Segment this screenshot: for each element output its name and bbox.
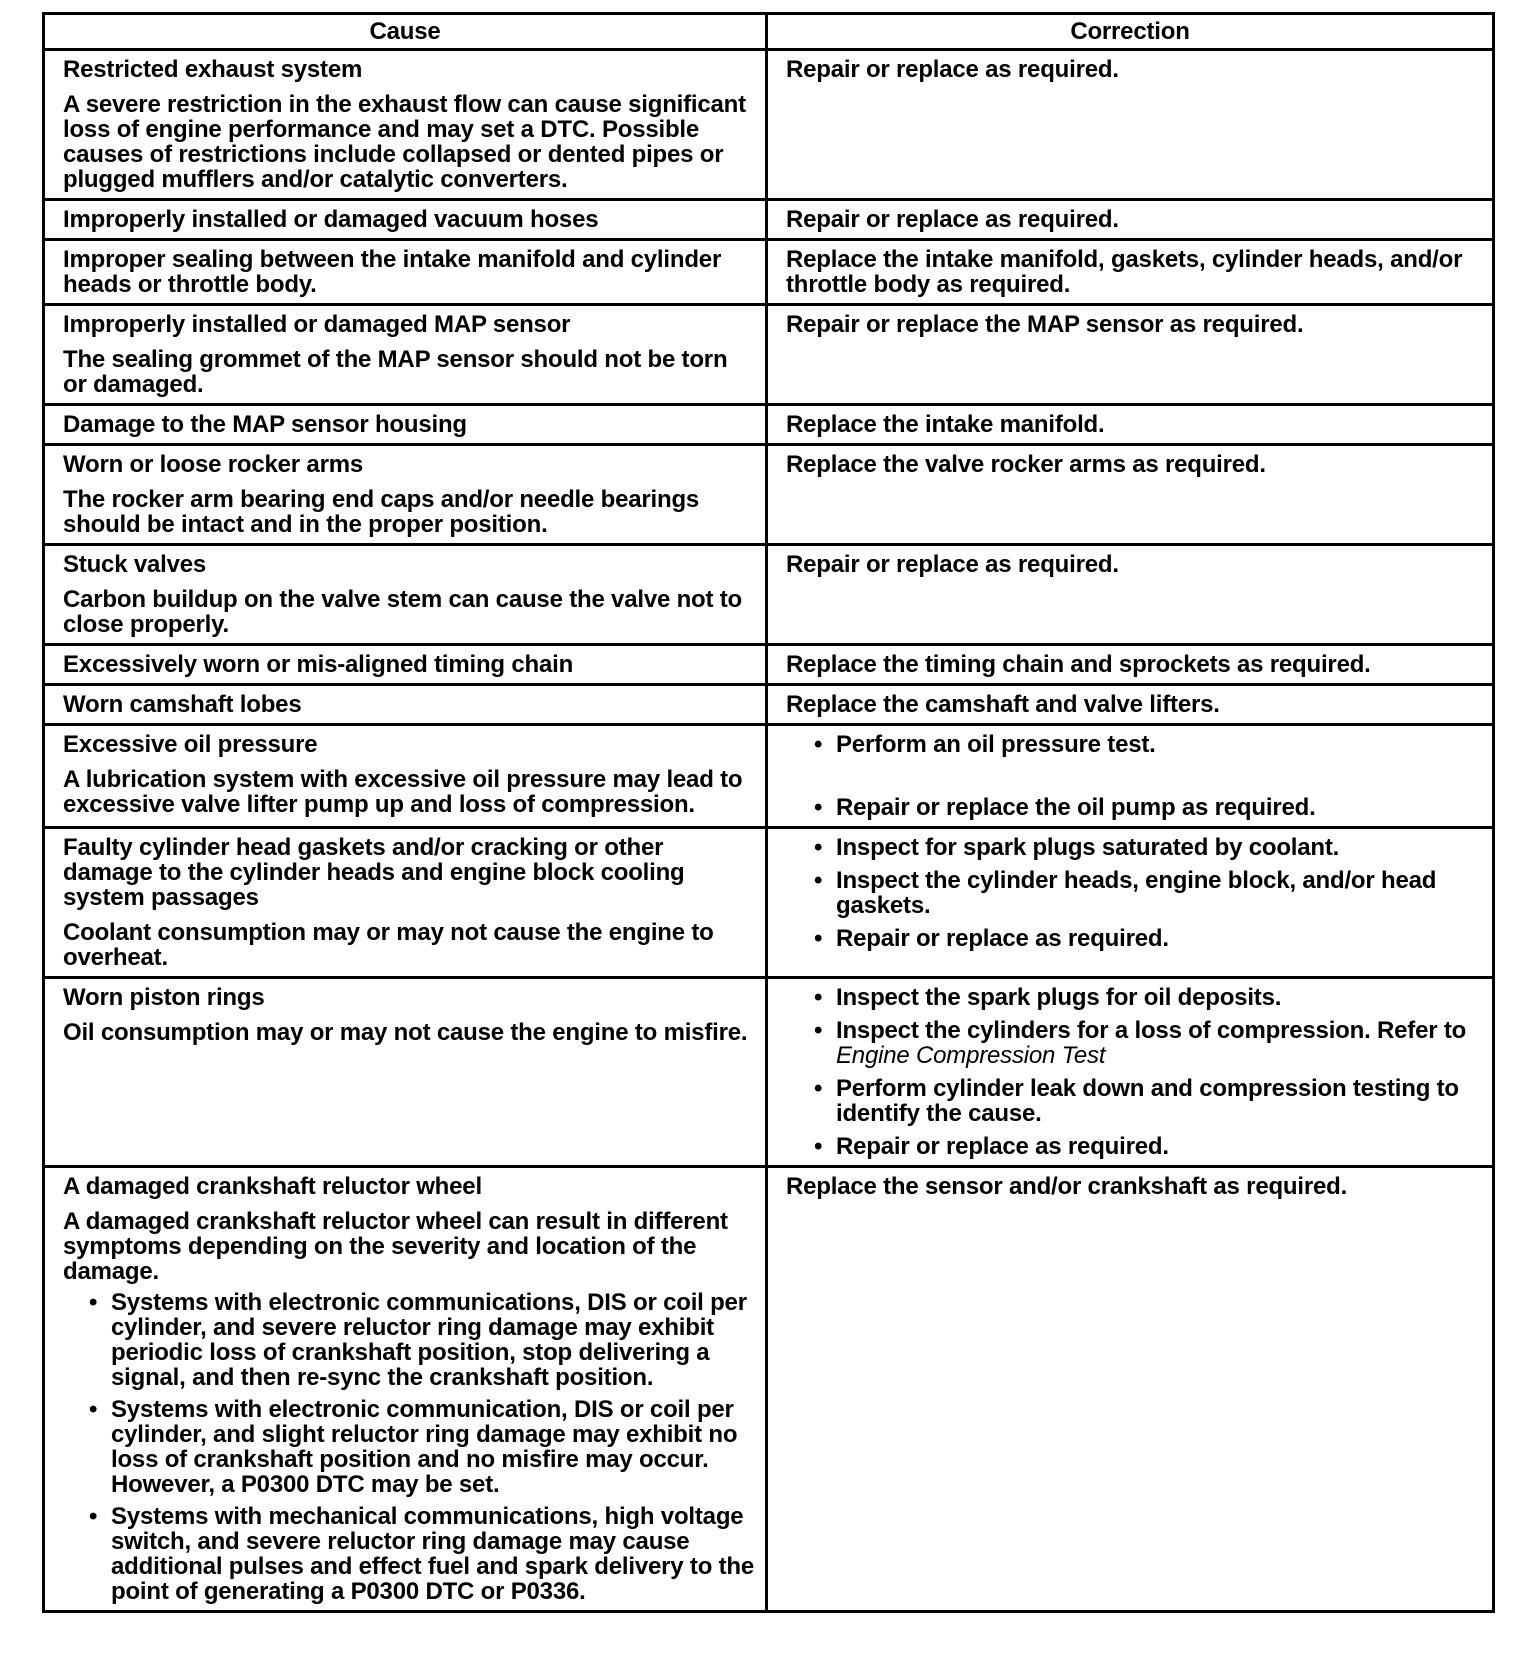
correction-item: • Repair or replace the oil pump as required. [836, 795, 1484, 820]
correction-item: • Inspect the cylinder heads, engine block, and/or head gaskets. [836, 868, 1484, 918]
cause-title: Damage to the MAP sensor housing [63, 411, 467, 438]
correction-cell [767, 305, 1494, 405]
cause-bullet: • Systems with mechanical communications, high voltage switch, and severe reluctor ring damage may cause additional pulses and effect fuel and spark delivery to the point of generating a P0300 DTC or P0336. [111, 1504, 757, 1604]
cause-title: Worn piston rings [63, 984, 265, 1011]
correction-cell [767, 240, 1494, 305]
cause-bullet: • Systems with electronic communication, DIS or coil per cylinder, and slight reluctor ring damage may exhibit no loss of crankshaft position and no misfire may occur. However, a P0300 DTC may be set. [111, 1397, 757, 1497]
cause-detail: The sealing grommet of the MAP sensor should not be torn or damaged. [63, 346, 728, 398]
table-row [44, 240, 1494, 305]
correction-text: Repair or replace as required. [786, 56, 1119, 83]
table-row [44, 50, 1494, 200]
cause-bullet-list [63, 1290, 757, 1604]
correction-cell [767, 725, 1494, 828]
correction-text: Replace the intake manifold, gaskets, cylinder heads, and/or throttle body as required. [786, 246, 1463, 298]
correction-text: Replace the timing chain and sprockets as required. [786, 651, 1371, 678]
correction-cell [767, 200, 1494, 240]
table-row [44, 685, 1494, 725]
cause-detail: Carbon buildup on the valve stem can cause the valve not to close properly. [63, 586, 743, 638]
correction-cell [767, 645, 1494, 685]
cause-bullet: • Systems with electronic communications, DIS or coil per cylinder, and severe reluctor ring damage may exhibit periodic loss of crankshaft position, stop delivering a signal, and then re-sync the crankshaft position. [111, 1290, 757, 1390]
cause-correction-table [42, 12, 1495, 1613]
correction-text: Replace the intake manifold. [786, 411, 1105, 438]
correction-cell [767, 445, 1494, 545]
correction-item: • Repair or replace as required. [836, 1134, 1484, 1159]
cause-title: Worn camshaft lobes [63, 691, 302, 718]
reference-link[interactable]: Engine Compression Test [836, 1042, 1106, 1069]
cause-title: Improper sealing between the intake manifold and cylinder heads or throttle body. [63, 246, 722, 298]
correction-text: Replace the camshaft and valve lifters. [786, 691, 1220, 718]
cause-title: Restricted exhaust system [63, 56, 363, 83]
correction-list [786, 985, 1484, 1159]
cause-cell [44, 405, 767, 445]
table-row [44, 305, 1494, 405]
correction-item-text: Inspect the cylinders for a loss of compression. Refer to [836, 1017, 1467, 1044]
table-header-row [44, 14, 1494, 50]
cause-title: Stuck valves [63, 551, 207, 578]
correction-cell [767, 828, 1494, 978]
correction-item: • Inspect the spark plugs for oil deposits. [836, 985, 1484, 1010]
cause-cell [44, 50, 767, 200]
table-row [44, 645, 1494, 685]
cause-cell [44, 828, 767, 978]
correction-item: • Inspect for spark plugs saturated by coolant. [836, 835, 1484, 860]
cause-cell [44, 545, 767, 645]
cause-title: Faulty cylinder head gaskets and/or cracking or other damage to the cylinder heads and engine block cooling system passages [63, 834, 685, 911]
table-row [44, 545, 1494, 645]
correction-text: Repair or replace the MAP sensor as required. [786, 311, 1304, 338]
cause-cell [44, 445, 767, 545]
table-row [44, 725, 1494, 828]
cause-title: Improperly installed or damaged MAP sensor [63, 311, 571, 338]
cause-cell [44, 305, 767, 405]
correction-cell [767, 50, 1494, 200]
correction-text: Repair or replace as required. [786, 206, 1119, 233]
cause-cell [44, 978, 767, 1167]
correction-text: Replace the sensor and/or crankshaft as required. [786, 1173, 1348, 1200]
cause-cell [44, 725, 767, 828]
correction-item: • Perform an oil pressure test. [836, 732, 1484, 757]
cause-title: Excessive oil pressure [63, 731, 318, 758]
table-row [44, 978, 1494, 1167]
diagnostic-page [42, 12, 1492, 1613]
cause-title: Worn or loose rocker arms [63, 451, 363, 478]
cause-title: Improperly installed or damaged vacuum hoses [63, 206, 599, 233]
cause-header: Cause [44, 14, 767, 50]
correction-item-with-reference [836, 1018, 1484, 1068]
cause-title: A damaged crankshaft reluctor wheel [63, 1173, 482, 1200]
cause-cell [44, 685, 767, 725]
cause-detail: The rocker arm bearing end caps and/or needle bearings should be intact and in the proper position. [63, 486, 700, 538]
cause-cell [44, 200, 767, 240]
correction-cell [767, 685, 1494, 725]
table-row [44, 828, 1494, 978]
cause-cell [44, 240, 767, 305]
cause-detail: A damaged crankshaft reluctor wheel can result in different symptoms depending on the severity and location of the damage. [63, 1208, 728, 1285]
correction-list [786, 732, 1484, 820]
correction-cell [767, 405, 1494, 445]
correction-header: Correction [767, 14, 1494, 50]
correction-text: Repair or replace as required. [786, 551, 1119, 578]
cause-detail: Oil consumption may or may not cause the engine to misfire. [63, 1019, 748, 1046]
cause-detail: A severe restriction in the exhaust flow can cause significant loss of engine performance and may set a DTC. Possible causes of restrictions include collapsed or dented pipes or plugged mufflers and/or catalytic converters. [63, 91, 746, 193]
table-row [44, 200, 1494, 240]
cause-cell [44, 1167, 767, 1612]
correction-cell [767, 545, 1494, 645]
cause-detail: A lubrication system with excessive oil pressure may lead to excessive valve lifter pump up and loss of compression. [63, 766, 743, 818]
table-row [44, 445, 1494, 545]
correction-list [786, 835, 1484, 951]
correction-cell [767, 1167, 1494, 1612]
correction-text: Replace the valve rocker arms as required. [786, 451, 1266, 478]
correction-item: • Repair or replace as required. [836, 926, 1484, 951]
correction-cell [767, 978, 1494, 1167]
cause-title: Excessively worn or mis-aligned timing chain [63, 651, 574, 678]
cause-cell [44, 645, 767, 685]
table-row [44, 1167, 1494, 1612]
cause-detail: Coolant consumption may or may not cause the engine to overheat. [63, 919, 714, 971]
correction-item: • Perform cylinder leak down and compression testing to identify the cause. [836, 1076, 1484, 1126]
table-row [44, 405, 1494, 445]
